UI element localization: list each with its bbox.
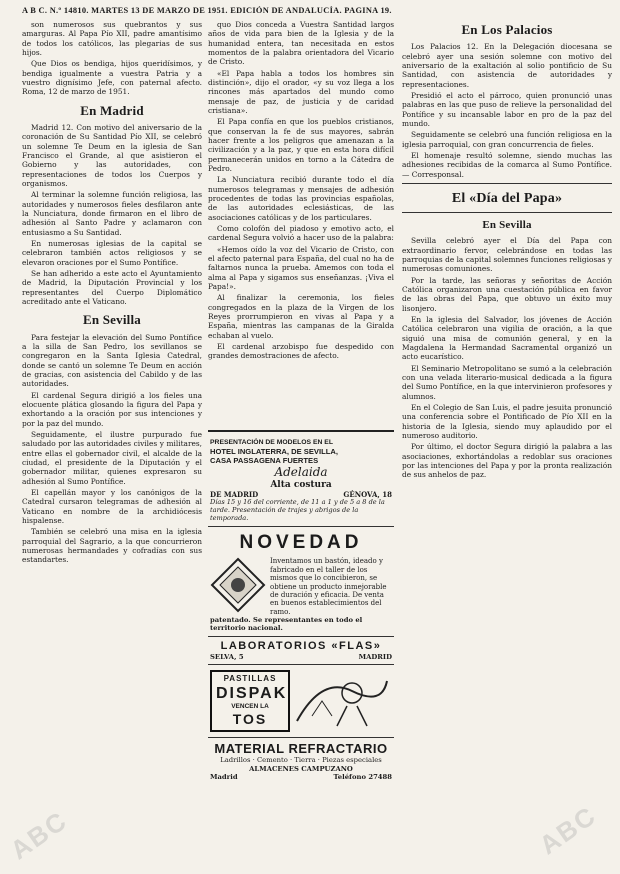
ad-note: Días 15 y 16 del corriente, de 11 a 1 y de 5 a 8 de la tarde. Presentación de trajes y abrigos de la temporada. — [210, 497, 385, 522]
ad-line: ALMACENES CAMPUZANO — [249, 764, 353, 773]
ad-line: CASA PASSAGENA FUERTES — [210, 456, 319, 466]
paragraph: son numerosos sus quebrantos y sus amarguras. Al Papa Pío XII, padre amantísimo de todos los católicos, las plegarias de sus hijos. — [22, 20, 202, 57]
paragraph: Presidió el acto el párroco, quien pronunció unas palabras en las que puso de relieve la personalidad del Pontífice y su incansable labor en pro de la paz del mundo. — [402, 91, 612, 128]
ad-material — [208, 738, 394, 784]
paragraph: Como colofón del piadoso y emotivo acto, el cardenal Segura volvió a hacer uso de la palabra: — [208, 223, 394, 243]
paragraph: «Hemos oído la voz del Vicario de Cristo, con el afecto paternal para España, del cual no ha de faltarnos nunca la prueba. Amemos con toda el alma al Papa y sigamos sus enseñanzas. ¡Viva el Papa!». — [208, 244, 394, 291]
ad-line: TOS — [232, 710, 268, 727]
ad-dispak — [208, 665, 394, 738]
ad-line: VENCEN LA — [231, 702, 269, 710]
paragraph: El Seminario Metropolitano se sumó a la celebración con una velada literario-musical dedicada a la figura del Sumo Pontífice, en la que intervinieron profesores y alumnos. — [402, 363, 612, 401]
paragraph: Seguidamente, el ilustre purpurado fue saludado por las autoridades civiles y militares, entre ellas el gobernador civil, el alcalde de la ciudad, el presidente de la Diputación y el gobernador militar, quienes expresaron su adhesión al Sumo Pontífice. — [22, 429, 202, 486]
ad-phone: Teléfono 27488 — [333, 772, 392, 781]
paragraph: El homenaje resultó solemne, siendo muchas las adhesiones recibidas de la comarca al Sumo Pontífice. — Corresponsal. — [402, 150, 612, 179]
ad-title: NOVEDAD — [239, 531, 363, 553]
paragraph: «El Papa habla a todos los hombres sin distinción», dijo el orador, «y su voz llega a los rincones más apartados del mundo como mensaje de paz, de justicia y de caridad cristiana». — [208, 68, 394, 115]
paragraph: El cardenal Segura dirigió a los fieles una elocuente plática glosando la figura del Papa y exhortando a la oración por sus intenciones y por la paz del mundo. — [22, 390, 202, 428]
ad-city: DE MADRID — [210, 489, 259, 499]
paragraph: Madrid 12. Con motivo del aniversario de la coronación de Su Santidad Pío XII, se celebró un solemne Te Deum en la iglesia de San Francisco el Grande, al que asistieron el Gobierno y las autoridades, con representaciones de todos los Cuerpos y organismos. — [22, 123, 202, 188]
column-left — [22, 20, 202, 566]
newspaper-page — [4, 0, 612, 874]
advertisements — [208, 426, 394, 784]
ad-title: MATERIAL REFRACTARIO — [214, 740, 388, 756]
ad-footer: patentado. Se representantes en todo el territorio nacional. — [210, 616, 363, 633]
paragraph: En numerosas iglesias de la capital se celebraron también actos religiosos y se elevaron oraciones por el Sumo Pontífice. — [22, 238, 202, 267]
ad-body: Inventamos un bastón, ideado y fabricado en el taller de los mismos que lo concibieron, se obtiene un producto inmejorable de duración y eficacia. De venta en buenos establecimientos del ramo. — [270, 557, 387, 616]
section-title-madrid: En Madrid — [80, 102, 144, 118]
ad-line: PRESENTACIÓN DE MODELOS EN EL — [210, 439, 333, 446]
paragraph: También se celebró una misa en la iglesia parroquial del Sagrario, a la que concurrieron numerosas hermandades y cofradías con sus estandartes. — [22, 527, 202, 565]
ad-address-row — [210, 653, 392, 661]
ad-line: PASTILLAS — [223, 674, 277, 684]
ad-address: SELVA, 5 — [210, 652, 244, 661]
ad-line: Ladrillos · Cemento · Tierra · Piezas especiales — [220, 756, 382, 765]
paragraph: La Nunciatura recibió durante todo el día numerosos telegramas y mensajes de adhesión procedentes de todas las provincias españolas, de las autoridades eclesiásticas, de las asociaciones católicas y de los particulares. — [208, 175, 394, 222]
paragraph: El Papa confía en que los pueblos cristianos, que conservan la fe de sus mayores, sabrán hacer frente a los peligros que amenazan a la civilización y a la paz, y que en esta hora difícil permanecerán unidos en torno a la Cátedra de Pedro. — [208, 117, 394, 173]
paragraph: quo Dios conceda a Vuestra Santidad largos años de vida para bien de la Iglesia y de la humanidad entera, tan necesitada en estos momentos de la palabra orientadora del Vicario de Cristo. — [208, 20, 394, 67]
column-right — [402, 20, 612, 482]
ad-city: MADRID — [358, 652, 392, 661]
ad-hotel-couture — [208, 436, 394, 527]
section-title-sevilla: En Sevilla — [83, 312, 141, 328]
paragraph: Se han adherido a este acto el Ayuntamiento de Madrid, la Diputación Provincial y los representantes del Cuerpo Diplomático acreditado ante el Vaticano. — [22, 268, 202, 306]
paragraph: El capellán mayor y los canónigos de la Catedral cursaron telegramas de adhesión al Vaticano en nombre de la archidiócesis hispalense. — [22, 487, 202, 525]
paragraph: Para festejar la elevación del Sumo Pontífice a la silla de San Pedro, los sevillanos se congregaron en la Santa Iglesia Catedral, donde se cantó un solemne Te Deum en acción de gracias, con asistencia del Cabildo y de las autoridades. — [22, 332, 202, 389]
dispak-illustration-icon — [292, 671, 392, 731]
paragraph: El cardenal arzobispo fue despedido con grandes demostraciones de afecto. — [208, 341, 394, 361]
ad-brand: DISPAK — [216, 684, 288, 702]
ad-novedad — [208, 527, 394, 637]
paragraph: Al terminar la solemne función religiosa, las autoridades y numerosos fieles desfilaron ante la Nunciatura, donde firmaron en el libro de adhesión al Santo Padre y aclamaron con entusiasmo a Su Santidad. — [22, 190, 202, 237]
divider — [402, 183, 612, 184]
ad-address-row — [210, 773, 392, 781]
divider — [208, 430, 394, 432]
ad-address: GÉNOVA, 18 — [343, 489, 392, 499]
paragraph: Que Dios os bendiga, hijos queridísimos, y bendiga igualmente a vuestra Patria y a vuestro dignísimo Jefe, con paternal afecto. Roma, 12 de marzo de 1951. — [22, 59, 202, 97]
paragraph: Seguidamente se celebró una función religiosa en la iglesia parroquial, con gran concurrencia de fieles. — [402, 130, 612, 149]
dispak-label — [210, 670, 290, 731]
paragraph: Los Palacios 12. En la Delegación diocesana se celebró ayer una sesión solemne con motivo del aniversario de la exaltación al solio pontificio de Su Santidad, con asistencia de autoridades y representaciones. — [402, 42, 612, 89]
divider — [402, 212, 612, 213]
watermark: ABC — [533, 799, 603, 861]
paragraph: Por último, el doctor Segura dirigió la palabra a las asociaciones, exhortándolas a redoblar sus oraciones por las intenciones del Papa y por la pronta realización de sus anhelos de paz. — [402, 442, 612, 480]
watermark: ABC — [4, 804, 74, 866]
ad-line: HOTEL INGLATERRA, DE SEVILLA, — [210, 447, 338, 457]
ad-city: Madrid — [210, 772, 238, 781]
paragraph: Por la tarde, las señoras y señoritas de Acción Católica organizaron una cuestación pública en favor de las obras del Papa, que obtuvo un éxito muy lisonjero. — [402, 275, 612, 313]
paragraph: En la iglesia del Salvador, los jóvenes de Acción Católica celebraron una vigilia de oración, a la que siguió una misa de comunión general, y en la Magdalena la Hermandad Sacramental organizó un acto eucarístico. — [402, 315, 612, 362]
ad-script-name: Adelaida — [274, 465, 328, 480]
section-title-dia-del-papa: El «Día del Papa» — [451, 190, 563, 206]
paragraph: Sevilla celebró ayer el Día del Papa con extraordinario fervor, celebrándose en todas las parroquias de la capital solemnes funciones religiosas y numerosas comuniones. — [402, 236, 612, 274]
ad-title: Alta costura — [270, 479, 332, 490]
section-subtitle-sevilla: En Sevilla — [482, 218, 532, 231]
running-header: A B C. N.º 14810. MARTES 13 DE MARZO DE 1951. EDICIÓN DE ANDALUCÍA. PAGINA 19. — [22, 6, 392, 15]
column-middle — [208, 20, 394, 362]
paragraph: En el Colegio de San Luis, el padre jesuita pronunció una conferencia sobre el Pontificado de Pío XII en la historia de la Iglesia, siendo muy aplaudido por el numeroso auditorio. — [402, 403, 612, 441]
ad-title: LABORATORIOS «FLAS» — [220, 639, 382, 652]
ad-labs — [208, 637, 394, 665]
novedad-illustration-icon — [210, 557, 266, 613]
section-title-los-palacios: En Los Palacios — [461, 22, 553, 37]
paragraph: Al finalizar la ceremonia, los fieles congregados en la plaza de la Virgen de los Reyes prorrumpieron en vivas al Papa y a España, mientras las campanas de la Giralda echaban al vuelo. — [208, 293, 394, 340]
